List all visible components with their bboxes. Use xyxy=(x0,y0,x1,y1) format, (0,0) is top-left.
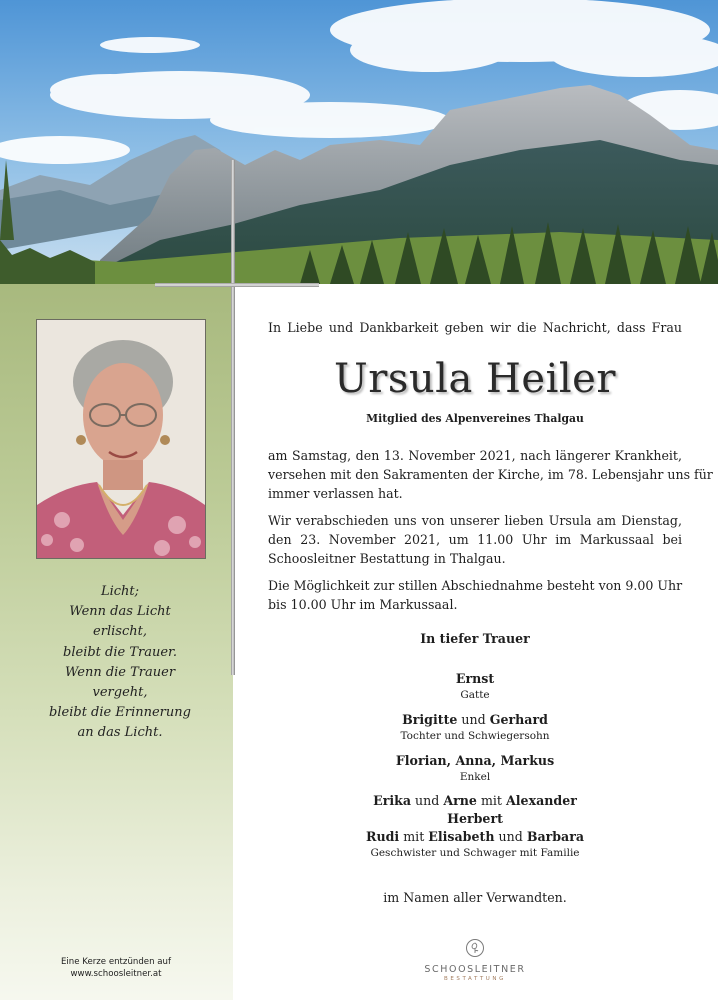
family-name: Brigitte xyxy=(402,712,458,727)
paragraph-line: versehen mit den Sakramenten der Kirche, im 78. Lebensjahr uns für xyxy=(268,467,713,482)
mourning-heading: In tiefer Trauer xyxy=(420,631,530,646)
poem-line: Wenn das Licht xyxy=(69,604,171,620)
paragraph-line: Die Möglichkeit zur stillen Abschiednahme besteht von 9.00 Uhr xyxy=(268,578,683,593)
poem xyxy=(20,582,220,744)
paragraph-viewing xyxy=(268,576,682,614)
family-name: Herbert xyxy=(447,811,503,826)
family-group-daughter xyxy=(268,711,682,744)
cross-bar xyxy=(155,283,319,287)
connector: und xyxy=(415,793,440,808)
header-landscape-image xyxy=(0,0,718,284)
candle-link[interactable]: www.schoosleitner.at xyxy=(70,969,162,979)
paragraph-line: den 23. November 2021, um 11.00 Uhr im Markussaal bei xyxy=(268,532,682,547)
family-role: Tochter und Schwiegersohn xyxy=(400,730,550,742)
poem-line: Licht; xyxy=(100,584,140,599)
paragraph-line: am Samstag, den 13. November 2021, nach längerer Krankheit, xyxy=(268,448,682,463)
family-group-siblings xyxy=(268,792,682,861)
connector: mit xyxy=(403,829,425,844)
connector: und xyxy=(461,712,486,727)
intro-text: In Liebe und Dankbarkeit geben wir die Nachricht, dass Frau xyxy=(268,320,682,335)
poem-line: Wenn die Trauer xyxy=(64,664,176,680)
family-group-grandchildren xyxy=(268,752,682,785)
family-name: Rudi xyxy=(365,829,400,844)
family-role: Enkel xyxy=(459,771,491,783)
connector: und xyxy=(498,829,523,844)
candle-note xyxy=(30,956,202,980)
poem-line: bleibt die Erinnerung xyxy=(49,705,191,721)
poem-line: vergeht, xyxy=(92,685,148,701)
poem-line: an das Licht. xyxy=(77,725,163,741)
paragraph-line: Schoosleitner Bestattung in Thalgau. xyxy=(268,551,506,566)
deceased-subtitle: Mitglied des Alpenvereines Thalgau xyxy=(366,412,584,425)
family-group-spouse xyxy=(268,670,682,703)
family-name: Ernst xyxy=(455,671,495,686)
paragraph-death xyxy=(268,446,713,503)
paragraph-line: bis 10.00 Uhr im Markussaal. xyxy=(268,597,458,612)
funeral-home-logo xyxy=(420,938,530,982)
rose-icon xyxy=(465,938,485,958)
family-name: Elisabeth xyxy=(428,829,495,844)
family-name: Gerhard xyxy=(489,712,548,727)
paragraph-line: immer verlassen hat. xyxy=(268,486,403,501)
family-role: Gatte xyxy=(460,689,490,701)
logo-brand: SCHOOSLEITNER xyxy=(424,964,526,975)
family-name: Barbara xyxy=(526,829,585,844)
connector: mit xyxy=(480,793,502,808)
family-name: Arne xyxy=(443,793,477,808)
family-role: Geschwister und Schwager mit Familie xyxy=(370,847,580,859)
paragraph-farewell xyxy=(268,511,682,568)
family-name: Florian, Anna, Markus xyxy=(395,753,555,768)
cross-icon xyxy=(231,160,235,675)
deceased-name: Ursula Heiler xyxy=(334,356,616,402)
closing-text: im Namen aller Verwandten. xyxy=(383,890,567,905)
portrait-photo xyxy=(36,319,206,559)
paragraph-line: Wir verabschieden uns von unserer lieben Ursula am Dienstag, xyxy=(268,513,682,528)
logo-subtitle: BESTATTUNG xyxy=(443,976,507,982)
family-name: Erika xyxy=(373,793,412,808)
family-name: Alexander xyxy=(506,793,577,808)
candle-text: Eine Kerze entzünden auf xyxy=(60,957,171,967)
poem-line: erlischt, xyxy=(93,624,147,640)
poem-line: bleibt die Trauer. xyxy=(63,644,177,660)
